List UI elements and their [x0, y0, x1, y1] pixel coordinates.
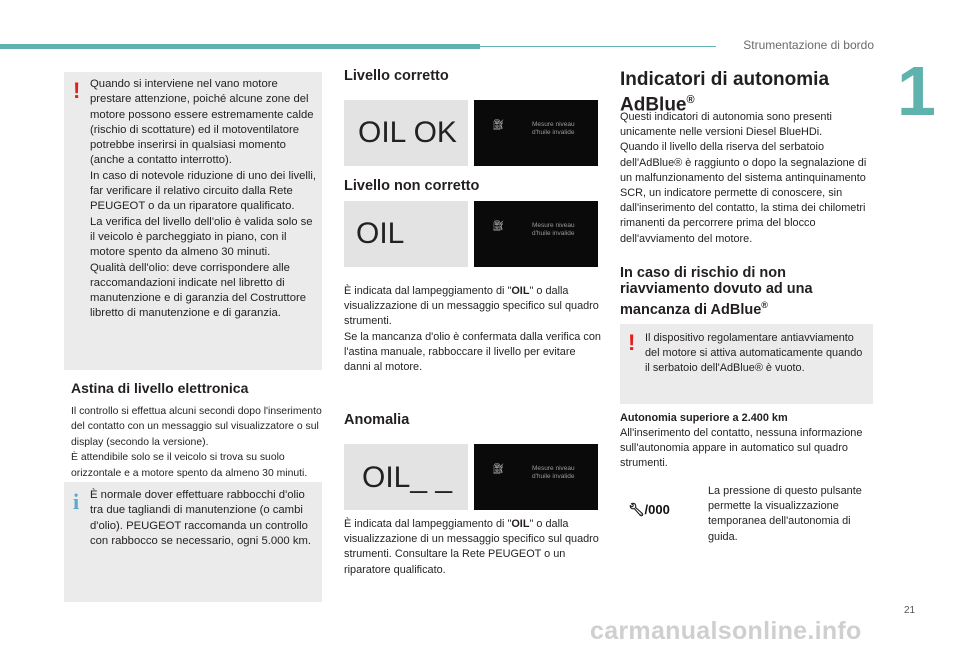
header-accent-line — [480, 46, 716, 47]
oil-ok-text: OIL OK — [358, 116, 457, 149]
anomaly-title: Anomalia — [344, 412, 410, 428]
info-icon: i — [73, 489, 80, 514]
incorrect-level-title: Livello non corretto — [344, 178, 480, 194]
warning-text: Quando si interviene nel vano motore prestare attenzione, poiché alcune zone del motore possono essere estremamente calde (rischio di scottature) ed il motoventilatore potrebbe inserirsi in qualsiasi momento (anche a contatto interrotto). In caso di notevole riduzione di uno dei livelli, far verificare il relativo circuito dalla Rete PEUGEOT o da un riparatore qualificato. La verifica del livello dell'olio è valida solo se il veicolo è parcheggiato in piano, con il motore spento da almeno 30 minuti. Qualità dell'olio: deve corrispondere alle raccomandazioni indicate nel libretto di manutenzione e di garanzia del Costruttore libretto di manutenzione e di garanzia. — [90, 78, 317, 320]
risk-title: In caso di rischio di non riavviamento dovuto ad una mancanza di AdBlue® — [620, 265, 813, 318]
oil-screen-display-3 — [474, 444, 598, 510]
oil-can-icon: ⛽︎ — [492, 464, 505, 475]
watermark: carmanualsonline.info — [590, 617, 862, 645]
oil-screen-display — [474, 100, 598, 166]
oil-display — [344, 201, 468, 267]
correct-level-title: Livello corretto — [344, 68, 449, 84]
adblue-text: Questi indicatori di autonomia sono presenti unicamente nelle versioni Diesel BlueHDi. Quando il livello della riserva del serbatoio dell'AdBlue® è raggiunto o dopo la segnalazione di un malfunzionamento del sistema antinquinamento SCR, un indicatore permette di conoscere, sin dall'inserimento del contatto, la stima dei chilometri rimanenti da percorrere prima del blocco dell'avviamento del motore. — [620, 111, 867, 245]
autonomy-display-value: /000 — [644, 502, 670, 517]
oil-text: OIL — [356, 217, 405, 250]
warning-icon: ! — [73, 78, 81, 103]
adblue-warning-box — [620, 324, 873, 404]
info-text: È normale dover effettuare rabbocchi d'olio tra due tagliandi di manutenzione (o cambi d'olio). PEUGEOT raccomanda un controllo con rabbocco se necessario, ogni 5.000 km. — [90, 489, 312, 547]
oil-can-icon: ⛽︎ — [492, 221, 505, 232]
warning-icon: ! — [628, 330, 636, 355]
chapter-number: 1 — [897, 52, 936, 130]
incorrect-text: È indicata dal lampeggiamento di "OIL" o dalla visualizzazione di un messaggio specifico sul quadro strumenti. Se la mancanza d'olio è confermata dalla verifica con l'astina manuale, rabboccare il livello per evitare danni al motore. — [344, 285, 601, 374]
oil-screen-display-2 — [474, 201, 598, 267]
warning-box — [64, 72, 322, 370]
press-text: La pressione di questo pulsante permette la visualizzazione temporanea dell'autonomia di guida. — [708, 485, 862, 543]
oil-can-icon: ⛽︎ — [492, 120, 505, 131]
section-title: Strumentazione di bordo — [743, 38, 874, 52]
screen-message: Mesure niveau d'huile invalide — [532, 222, 575, 237]
autonomy-text: All'inserimento del contatto, nessuna informazione sull'autonomia appare in automatico sul quadro strumenti. — [620, 427, 863, 470]
page-number: 21 — [904, 605, 916, 616]
header-accent-bar — [0, 44, 480, 49]
oil-anomaly-text: OIL_ _ — [362, 461, 453, 494]
autonomy-title: Autonomia superiore a 2.400 km — [620, 412, 788, 424]
dipstick-text: Il controllo si effettua alcuni secondi dopo l'inserimento del contatto con un messaggio sul visualizzatore o sul display (secondo la versione). È attendibile solo se il veicolo si trova su suolo orizzontale e a motore spento da almeno 30 minuti. — [71, 406, 322, 479]
wrench-display — [628, 502, 670, 518]
oil-anomaly-display — [344, 444, 468, 510]
anomaly-text: È indicata dal lampeggiamento di "OIL" o dalla visualizzazione di un messaggio specifico sul quadro strumenti. Consultare la Rete PEUGEOT o un riparatore qualificato. — [344, 518, 599, 576]
screen-message: Mesure niveau d'huile invalide — [532, 121, 575, 136]
screen-message: Mesure niveau d'huile invalide — [532, 465, 575, 480]
adblue-title: Indicatori di autonomia AdBlue® — [620, 69, 830, 116]
info-box — [64, 482, 322, 602]
oil-ok-display — [344, 100, 468, 166]
wrench-icon: 🔧︎ — [628, 502, 645, 517]
dipstick-title: Astina di livello elettronica — [71, 380, 249, 396]
adblue-warning-text: Il dispositivo regolamentare antiavviamento del motore si attiva automaticamente quando il serbatoio dell'AdBlue® è vuoto. — [645, 332, 863, 375]
